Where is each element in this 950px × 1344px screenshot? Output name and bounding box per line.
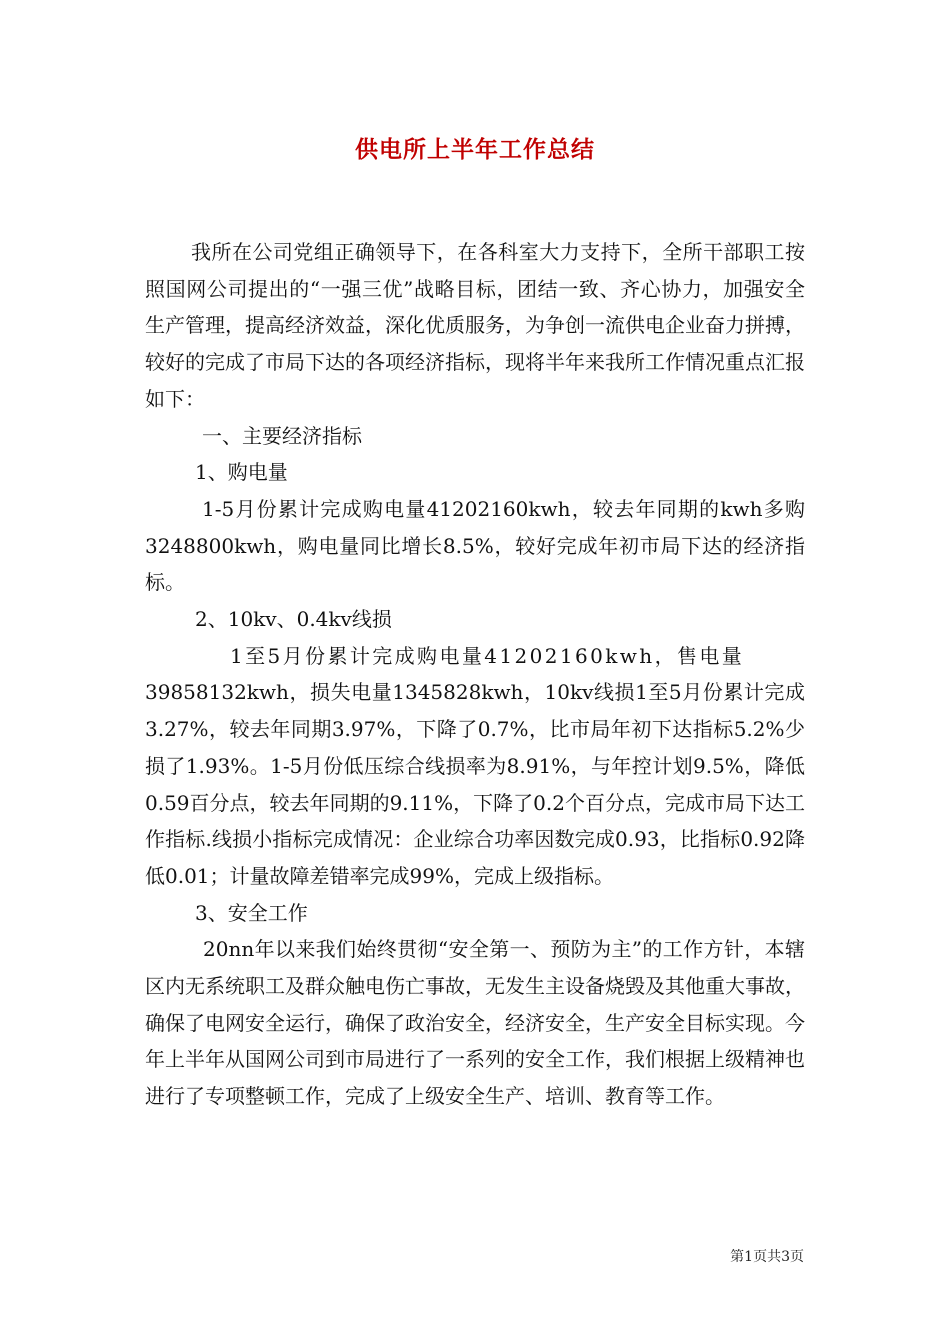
document-title: 供电所上半年工作总结	[355, 137, 595, 163]
item1-paragraph: 1-5月份累计完成购电量41202160kwh，较去年同期的kwh多购3248800kwh，购电量同比增长8.5%，较好完成年初市局下达的经济指标。	[145, 496, 805, 595]
document-body	[145, 234, 805, 1115]
section1-heading: 一、主要经济指标	[202, 423, 362, 448]
intro-paragraph: 我所在公司党组正确领导下，在各科室大力支持下，全所干部职工按照国网公司提出的“一强三优”战略目标，团结一致、齐心协力，加强安全生产管理，提高经济效益，深化优质服务，为争创一流供电企业奋力拼搏，较好的完成了市局下达的各项经济指标，现将半年来我所工作情况重点汇报如下：	[145, 240, 805, 411]
item3-heading: 3、安全工作	[195, 900, 308, 925]
item3-paragraph: 20nn年以来我们始终贯彻“安全第一、预防为主”的工作方针，本辖区内无系统职工及群众触电伤亡事故，无发生主设备烧毁及其他重大事故，确保了电网安全运行，确保了政治安全，经济安全，生产安全目标实现。今年上半年从国网公司到市局进行了一系列的安全工作，我们根据上级精神也进行了专项整顿工作，完成了上级安全生产、培训、教育等工作。	[145, 937, 805, 1109]
page-number: 第1页共3页	[730, 1249, 804, 1265]
item2-heading: 2、10kv、0.4kv线损	[195, 607, 392, 632]
item2-paragraph-first-line: 1至5月份累计完成购电量41202160kwh，售电量	[230, 643, 745, 668]
item2-paragraph: 39858132kwh，损失电量1345828kwh，10kv线损1至5月份累计完成3.27%，较去年同期3.97%，下降了0.7%，比市局年初下达指标5.2%少损了1.93%。1-5月份低压综合线损率为8.91%，与年控计划9.5%，降低0.59百分点，较去年同期的9.11%，下降了0.2个百分点，完成市局下达工作指标.线损小指标完成情况：企业综合功率因数完成0.93，比指标0.92降低0.01；计量故障差错率完成99%，完成上级指标。	[145, 680, 805, 888]
item1-heading: 1、购电量	[195, 460, 288, 485]
